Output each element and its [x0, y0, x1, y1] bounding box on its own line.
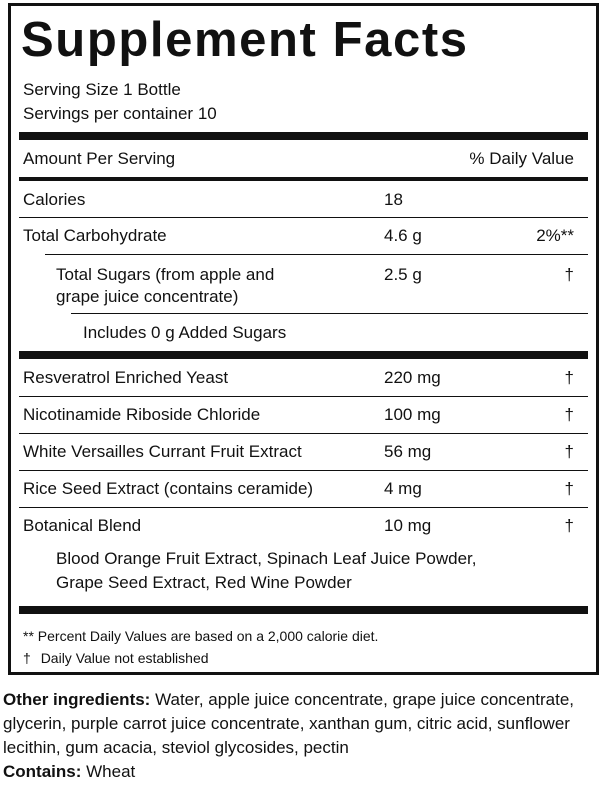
ingredient-label: Resveratrol Enriched Yeast [23, 368, 229, 387]
divider [19, 433, 588, 434]
total-carb-label: Total Carbohydrate [23, 226, 167, 245]
panel-title: Supplement Facts [21, 13, 469, 67]
amount-per-serving-header: Amount Per Serving [23, 149, 176, 168]
ingredient-amount: 56 mg [384, 442, 432, 461]
calories-amount: 18 [384, 190, 403, 209]
dagger-text: Daily Value not established [40, 650, 209, 666]
ingredient-amount: 4 mg [384, 479, 422, 498]
dagger-symbol: † [23, 650, 31, 666]
other-ingredients-label: Other ingredients: [3, 690, 151, 709]
footnote-percent-dv: ** Percent Daily Values are based on a 2,000 calorie diet. [23, 628, 379, 644]
total-carb-amount: 4.6 g [384, 226, 422, 245]
ingredient-dv: † [564, 442, 574, 461]
ingredient-amount: 220 mg [384, 368, 441, 387]
divider [19, 396, 588, 397]
divider [45, 254, 588, 255]
divider [19, 217, 588, 218]
ingredient-label: Nicotinamide Riboside Chloride [23, 405, 261, 424]
divider-thick [19, 351, 588, 359]
contains-text: Wheat [81, 762, 136, 781]
contains-line [3, 760, 607, 784]
footnote-dagger [23, 649, 209, 667]
other-ingredients-text: Water, apple juice concentrate, grape juice concentrate, glycerin, purple carrot juice concentrate, xanthan gum, citric acid, sunflower lecithin, gum acacia, steviol glycosides, pectin [3, 690, 575, 757]
ingredient-label: Rice Seed Extract (contains ceramide) [23, 479, 314, 498]
divider [19, 507, 588, 508]
divider-thick [19, 132, 588, 140]
botanical-blend-dv: † [564, 516, 574, 535]
botanical-blend-amount: 10 mg [384, 516, 432, 535]
divider [19, 470, 588, 471]
other-ingredients-line [3, 688, 607, 760]
botanical-components-line2: Grape Seed Extract, Red Wine Powder [56, 573, 352, 592]
ingredient-dv: † [564, 479, 574, 498]
total-sugars-label-line1: Total Sugars (from apple and [56, 265, 275, 284]
servings-per-container: Servings per container 10 [23, 104, 217, 123]
divider-medium [19, 177, 588, 181]
serving-size: Serving Size 1 Bottle [23, 80, 181, 99]
ingredient-dv: † [564, 368, 574, 387]
other-ingredients [3, 688, 607, 784]
total-carb-dv: 2%** [536, 226, 574, 245]
ingredient-dv: † [564, 405, 574, 424]
calories-label: Calories [23, 190, 86, 209]
ingredient-amount: 100 mg [384, 405, 441, 424]
supplement-facts-panel [8, 3, 599, 675]
botanical-components-line1: Blood Orange Fruit Extract, Spinach Leaf Juice Powder, [56, 549, 477, 568]
total-sugars-label-line2: grape juice concentrate) [56, 287, 239, 306]
added-sugars-label: Includes 0 g Added Sugars [83, 323, 287, 342]
total-sugars-dv: † [564, 265, 574, 284]
botanical-blend-label: Botanical Blend [23, 516, 142, 535]
ingredient-label: White Versailles Currant Fruit Extract [23, 442, 302, 461]
total-sugars-amount: 2.5 g [384, 265, 422, 284]
contains-label: Contains: [3, 762, 82, 781]
daily-value-header: % Daily Value [469, 149, 574, 168]
divider-thick [19, 606, 588, 614]
divider [71, 313, 588, 314]
